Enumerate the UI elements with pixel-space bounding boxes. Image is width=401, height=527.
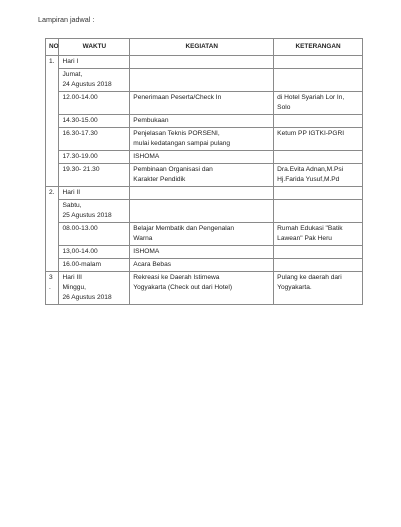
- table-row: [46, 56, 363, 69]
- table-row: [46, 164, 363, 187]
- activity-cell: Acara Bebas: [130, 259, 274, 272]
- time-cell: 12.00-14.00: [59, 92, 130, 115]
- note-cell: Ketum PP IGTKI-PGRI: [274, 128, 363, 151]
- time-cell: 14.30-15.00: [59, 115, 130, 128]
- time-cell: 08.00-13.00: [59, 223, 130, 246]
- table-row: [46, 92, 363, 115]
- note-cell: Pulang ke daerah dari Yogyakarta.: [274, 272, 363, 305]
- activity-cell: ISHOMA: [130, 246, 274, 259]
- table-row: [46, 272, 363, 305]
- table-row: [46, 223, 363, 246]
- activity-cell: Belajar Membatik dan Pengenalan Warna: [130, 223, 274, 246]
- day3-date-cell: Hari III Minggu, 26 Agustus 2018: [59, 272, 130, 305]
- intro-text: Lampiran jadwal :: [38, 15, 95, 24]
- activity-cell: Pembukaan: [130, 115, 274, 128]
- note-cell: Dra.Evita Adnan,M.Psi Hj.Farida Yusuf,M.Pd: [274, 164, 363, 187]
- day1-date-cell: Jumat, 24 Agustus 2018: [59, 69, 130, 92]
- table-row: [46, 200, 363, 223]
- table-row: [46, 187, 363, 200]
- time-cell: 17.30-19.00: [59, 151, 130, 164]
- day2-date-cell: Sabtu, 25 Agustus 2018: [59, 200, 130, 223]
- time-cell: 16.00-malam: [59, 259, 130, 272]
- activity-cell: ISHOMA: [130, 151, 274, 164]
- table-row: [46, 259, 363, 272]
- table-header-row: [46, 39, 363, 56]
- time-cell: 16.30-17.30: [59, 128, 130, 151]
- activity-cell: Rekreasi ke Daerah Istimewa Yogyakarta (Check out dari Hotel): [130, 272, 274, 305]
- header-kegiatan: KEGIATAN: [130, 39, 274, 56]
- activity-cell: Penjelasan Teknis PORSENI, mulai kedatangan sampai pulang: [130, 128, 274, 151]
- day3-number: 3 .: [46, 272, 59, 305]
- time-cell: 19.30- 21.30: [59, 164, 130, 187]
- header-no: NO: [46, 39, 59, 56]
- day2-number: 2.: [46, 187, 59, 272]
- schedule-table: [45, 38, 363, 305]
- table-row: [46, 69, 363, 92]
- note-cell: Rumah Edukasi "Batik Lawean" Pak Heru: [274, 223, 363, 246]
- table-row: [46, 151, 363, 164]
- time-cell: 13,00-14.00: [59, 246, 130, 259]
- note-cell: di Hotel Syariah Lor In, Solo: [274, 92, 363, 115]
- table-row: [46, 115, 363, 128]
- day1-number: 1.: [46, 56, 59, 187]
- header-keterangan: KETERANGAN: [274, 39, 363, 56]
- day1-label: Hari I: [59, 56, 130, 69]
- table-row: [46, 246, 363, 259]
- table-row: [46, 128, 363, 151]
- header-waktu: WAKTU: [59, 39, 130, 56]
- activity-cell: Pembinaan Organisasi dan Karakter Pendidik: [130, 164, 274, 187]
- day2-label: Hari II: [59, 187, 130, 200]
- activity-cell: Penerimaan Peserta/Check In: [130, 92, 274, 115]
